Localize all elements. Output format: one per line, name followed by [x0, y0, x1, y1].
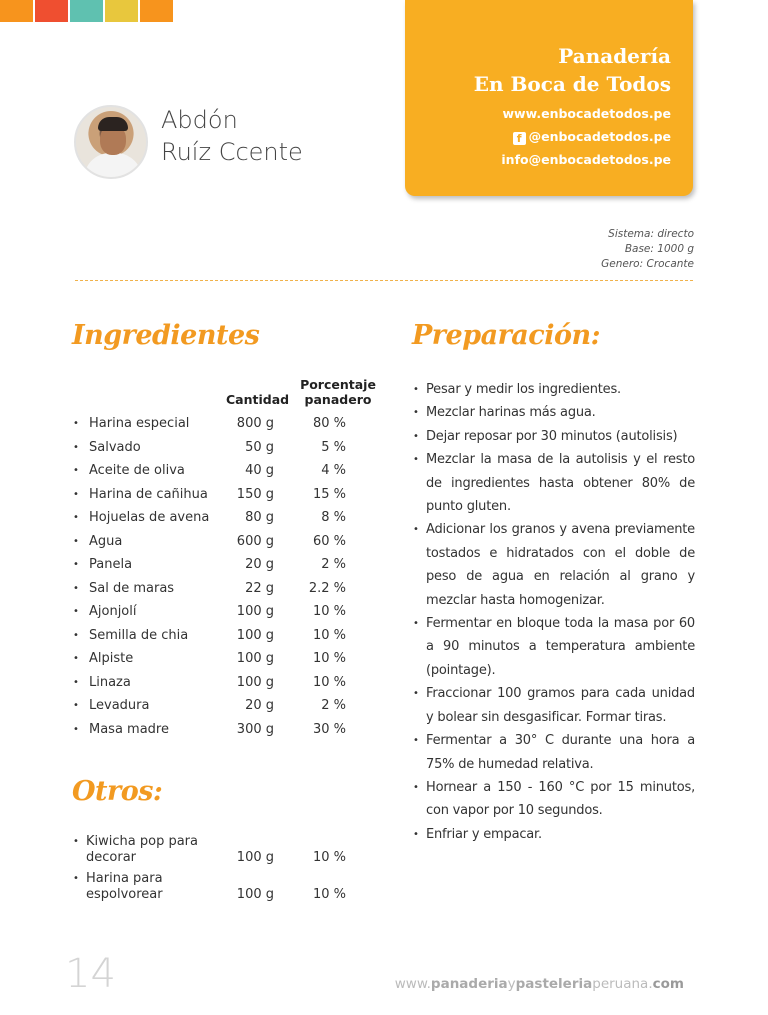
- chef-avatar: [74, 105, 148, 179]
- url-tld: com: [652, 976, 684, 992]
- preparation-step: [411, 823, 695, 846]
- ingredient-qty: 20 g: [245, 557, 274, 572]
- ingredient-row: [70, 483, 370, 507]
- ingredient-qty: 800 g: [236, 416, 274, 431]
- otros-title: Otros:: [72, 776, 163, 807]
- bullet-icon: •: [413, 407, 419, 419]
- otros-list: [70, 834, 370, 908]
- preparation-step: [411, 448, 695, 518]
- bullet-icon: •: [73, 653, 79, 664]
- preparation-step-text: Pesar y medir los ingredientes.: [426, 382, 621, 397]
- preparation-step-text: Adicionar los granos y avena previamente tostados e hidratados con el doble de peso de agua en relación al grano y mezclar hasta homogenizar.: [426, 522, 695, 608]
- preparation-list: [411, 378, 695, 846]
- ingredient-qty: 100 g: [236, 627, 274, 643]
- bullet-icon: •: [413, 828, 419, 840]
- bullet-icon: •: [73, 606, 79, 617]
- sistema-text: Sistema: directo: [608, 228, 694, 240]
- ingredient-row: [70, 506, 370, 530]
- preparation-step: [411, 401, 695, 424]
- ingredient-row: [70, 647, 370, 671]
- ingredient-name: Ajonjolí: [89, 604, 137, 619]
- ingredient-pct: 2 %: [321, 557, 346, 572]
- ingredient-qty: 100 g: [236, 651, 274, 666]
- preparation-step-text: Fermentar en bloque toda la masa por 60 a 90 minutos a temperatura ambiente (pointage).: [426, 616, 695, 678]
- ingredient-qty: 300 g: [236, 721, 274, 737]
- ingredient-row: [70, 553, 370, 577]
- col-cantidad-header: Cantidad: [226, 392, 290, 407]
- otros-row: [70, 834, 370, 871]
- url-part1: panaderia: [430, 976, 508, 992]
- bullet-icon: •: [413, 430, 419, 442]
- bullet-icon: •: [73, 582, 79, 594]
- bakery-card: [405, 0, 693, 196]
- otros-name: Harina para espolvorear: [86, 871, 163, 902]
- bullet-icon: •: [413, 781, 419, 793]
- bullet-icon: •: [73, 700, 79, 711]
- bullet-icon: •: [73, 873, 79, 884]
- ingredient-row: [70, 600, 370, 624]
- ingredient-pct: 15 %: [312, 486, 346, 502]
- preparation-step-text: Mezclar la masa de la autolisis y el resto de ingredientes hasta obtener 80% de punto gluten.: [426, 452, 695, 515]
- ingredient-qty: 20 g: [245, 698, 274, 713]
- ingredient-row: [70, 694, 370, 718]
- genero-text: Genero: Crocante: [601, 258, 694, 270]
- ingredient-name: Panela: [89, 557, 133, 572]
- ingredient-name: Semilla de chia: [89, 627, 189, 643]
- website-link[interactable]: www.enbocadetodos.pe: [502, 106, 671, 121]
- facebook-link[interactable]: [405, 125, 671, 148]
- ingredient-name: Alpiste: [89, 651, 134, 666]
- bullet-icon: •: [413, 524, 419, 536]
- ingredient-qty: 100 g: [236, 674, 274, 690]
- ingredient-pct: 60 %: [312, 533, 346, 549]
- bullet-icon: •: [73, 512, 79, 523]
- ingredient-row: [70, 577, 370, 601]
- bullet-icon: •: [413, 735, 419, 747]
- chef-name: [161, 104, 303, 168]
- ingredient-pct: 30 %: [312, 721, 346, 737]
- bullet-icon: •: [413, 454, 419, 466]
- preparation-step: [411, 776, 695, 823]
- ingredient-pct: 4 %: [321, 463, 346, 478]
- bullet-icon: •: [73, 676, 79, 688]
- ingredient-row: [70, 412, 370, 436]
- ingredient-qty: 600 g: [236, 533, 274, 549]
- ingredient-pct: 5 %: [321, 439, 346, 455]
- ingredient-qty: 22 g: [245, 580, 274, 596]
- bullet-icon: •: [73, 559, 79, 570]
- col-porcentaje-header: [298, 377, 378, 407]
- col-porcentaje-line2: panadero: [304, 392, 372, 407]
- bakery-name: [405, 42, 671, 98]
- ingredient-name: Harina especial: [89, 416, 190, 431]
- facebook-handle: @enbocadetodos.pe: [528, 129, 671, 144]
- ingredient-name: Hojuelas de avena: [89, 510, 210, 525]
- ingredient-row: [70, 671, 370, 695]
- preparation-step: [411, 425, 695, 448]
- email-link[interactable]: info@enbocadetodos.pe: [501, 152, 671, 167]
- preparation-step: [411, 612, 695, 682]
- bakery-name-line2: En Boca de Todos: [473, 72, 671, 96]
- site-url[interactable]: [395, 976, 684, 992]
- ingredient-row: [70, 436, 370, 460]
- url-dot: .: [648, 976, 653, 992]
- avatar-coat: [84, 153, 142, 179]
- preparation-step: [411, 682, 695, 729]
- preparation-step-text: Enfriar y empacar.: [426, 826, 542, 842]
- page-number: 14: [65, 951, 116, 997]
- col-porcentaje-line1: Porcentaje: [300, 377, 376, 392]
- ingredient-pct: 10 %: [312, 651, 346, 666]
- facebook-icon: f: [513, 132, 526, 145]
- ingredient-name: Levadura: [89, 698, 150, 713]
- ingredient-qty: 40 g: [245, 463, 274, 478]
- avatar-hair: [98, 117, 128, 131]
- ingredient-name: Sal de maras: [89, 580, 175, 596]
- ingredients-title: Ingredientes: [72, 320, 260, 351]
- bakery-contact: [405, 102, 671, 171]
- bullet-icon: •: [73, 723, 79, 735]
- ingredient-row: [70, 624, 370, 648]
- base-text: Base: 1000 g: [624, 243, 694, 255]
- preparation-step-text: Fraccionar 100 gramos para cada unidad y bolear sin desgasificar. Formar tiras.: [426, 686, 695, 725]
- ingredient-qty: 80 g: [245, 510, 274, 525]
- bullet-icon: •: [413, 618, 419, 630]
- url-part3: peruana: [592, 976, 649, 992]
- ingredient-qty: 50 g: [245, 439, 274, 455]
- otros-name: Kiwicha pop para decorar: [86, 834, 198, 865]
- stripe-4: [105, 0, 138, 22]
- ingredient-qty: 100 g: [236, 604, 274, 619]
- ingredient-pct: 10 %: [312, 627, 346, 643]
- preparation-step: [411, 378, 695, 401]
- ingredient-row: [70, 530, 370, 554]
- bullet-icon: •: [73, 629, 79, 641]
- bullet-icon: •: [413, 688, 419, 700]
- ingredient-pct: 10 %: [312, 674, 346, 690]
- ingredient-name: Linaza: [89, 674, 131, 690]
- bakery-name-line1: Panadería: [558, 44, 671, 68]
- bullet-icon: •: [413, 384, 419, 395]
- stripe-1: [0, 0, 33, 22]
- chef-last-name: Ruíz Ccente: [161, 138, 303, 166]
- url-prefix: www.: [394, 976, 431, 992]
- url-mid: y: [507, 976, 516, 992]
- preparation-title: Preparación:: [412, 320, 601, 351]
- url-part2: pasteleria: [515, 976, 593, 992]
- ingredient-pct: 10 %: [312, 604, 346, 619]
- bullet-icon: •: [73, 465, 79, 476]
- bullet-icon: •: [73, 418, 79, 429]
- ingredient-pct: 8 %: [321, 510, 346, 525]
- chef-first-name: Abdón: [161, 106, 238, 134]
- bullet-icon: •: [73, 535, 79, 547]
- color-stripes: [0, 0, 175, 22]
- ingredient-pct: 2.2 %: [308, 580, 346, 596]
- otros-pct: 10 %: [312, 887, 346, 902]
- ingredient-name: Salvado: [89, 439, 141, 455]
- ingredient-pct: 2 %: [321, 698, 346, 713]
- stripe-5: [140, 0, 173, 22]
- ingredient-row: [70, 718, 370, 742]
- bullet-icon: •: [73, 441, 79, 453]
- stripe-2: [35, 0, 68, 22]
- otros-pct: 10 %: [312, 850, 346, 865]
- preparation-step: [411, 729, 695, 776]
- ingredient-name: Harina de cañihua: [89, 486, 208, 502]
- bullet-icon: •: [73, 488, 79, 500]
- dashed-divider: [75, 280, 693, 281]
- otros-qty: 100 g: [236, 850, 274, 865]
- preparation-step-text: Fermentar a 30° C durante una hora a 75% de humedad relativa.: [426, 733, 695, 772]
- otros-row: [70, 871, 370, 908]
- stripe-3: [70, 0, 103, 22]
- ingredient-name: Agua: [89, 533, 123, 549]
- preparation-step-text: Hornear a 150 - 160 °C por 15 minutos, con vapor por 10 segundos.: [426, 779, 695, 819]
- ingredient-name: Masa madre: [89, 721, 169, 737]
- system-info: [601, 227, 694, 272]
- preparation-step: [411, 518, 695, 612]
- bullet-icon: •: [73, 836, 79, 847]
- ingredient-row: [70, 459, 370, 483]
- ingredient-qty: 150 g: [236, 486, 274, 502]
- preparation-step-text: Dejar reposar por 30 minutos (autolisis): [426, 428, 678, 444]
- ingredient-pct: 80 %: [312, 416, 346, 431]
- ingredient-name: Aceite de oliva: [89, 463, 185, 478]
- ingredients-list: [70, 412, 370, 741]
- otros-qty: 100 g: [236, 887, 274, 902]
- preparation-step-text: Mezclar harinas más agua.: [426, 405, 596, 421]
